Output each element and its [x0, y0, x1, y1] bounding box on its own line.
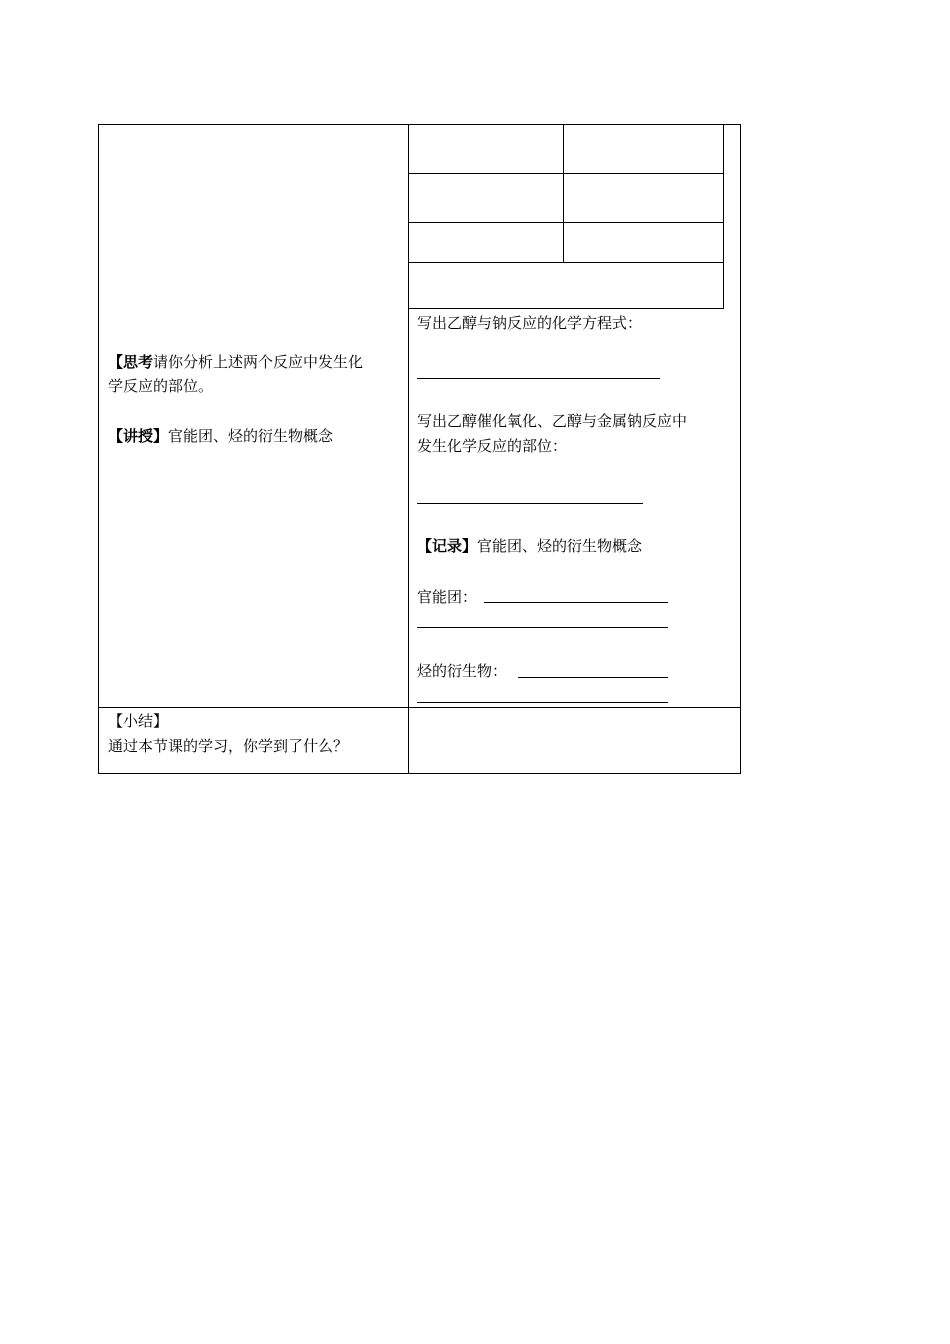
- think-line1: 请你分析上述两个反应中发生化: [153, 353, 364, 371]
- think-line2: 学反应的部位。: [108, 377, 214, 395]
- answer-line[interactable]: [484, 602, 668, 603]
- think-paragraph: [108, 350, 363, 374]
- answer-line[interactable]: [417, 503, 643, 504]
- summary-tag: 【小结】: [108, 712, 169, 730]
- functional-group-label: 官能团：: [417, 588, 478, 606]
- answer-line[interactable]: [417, 702, 668, 703]
- lecture-tag: 【讲授】: [108, 427, 169, 445]
- blank-answer-grid: [408, 124, 724, 309]
- record-text: 官能团、烃的衍生物概念: [477, 537, 643, 555]
- grid-row-line: [409, 222, 723, 223]
- answer-line[interactable]: [417, 378, 660, 379]
- question-reaction-site-line1: 写出乙醇催化氧化、乙醇与金属钠反应中: [417, 412, 688, 430]
- grid-col-line: [563, 125, 564, 262]
- lecture-paragraph: [108, 424, 333, 448]
- lecture-text: 官能团、烃的衍生物概念: [168, 427, 334, 445]
- summary-question: 通过本节课的学习，你学到了什么？: [108, 737, 349, 755]
- question-sodium-equation: 写出乙醇与钠反应的化学方程式：: [417, 314, 643, 332]
- answer-line[interactable]: [518, 677, 668, 678]
- record-paragraph: [417, 534, 642, 558]
- record-tag: 【记录】: [417, 537, 478, 555]
- grid-row-line: [409, 262, 723, 263]
- derivative-label: 烃的衍生物：: [417, 662, 508, 680]
- summary-divider: [98, 707, 741, 708]
- grid-row-line: [409, 173, 723, 174]
- think-tag: 【思考: [108, 353, 154, 371]
- answer-line[interactable]: [417, 627, 668, 628]
- question-reaction-site-line2: 发生化学反应的部位：: [417, 437, 568, 455]
